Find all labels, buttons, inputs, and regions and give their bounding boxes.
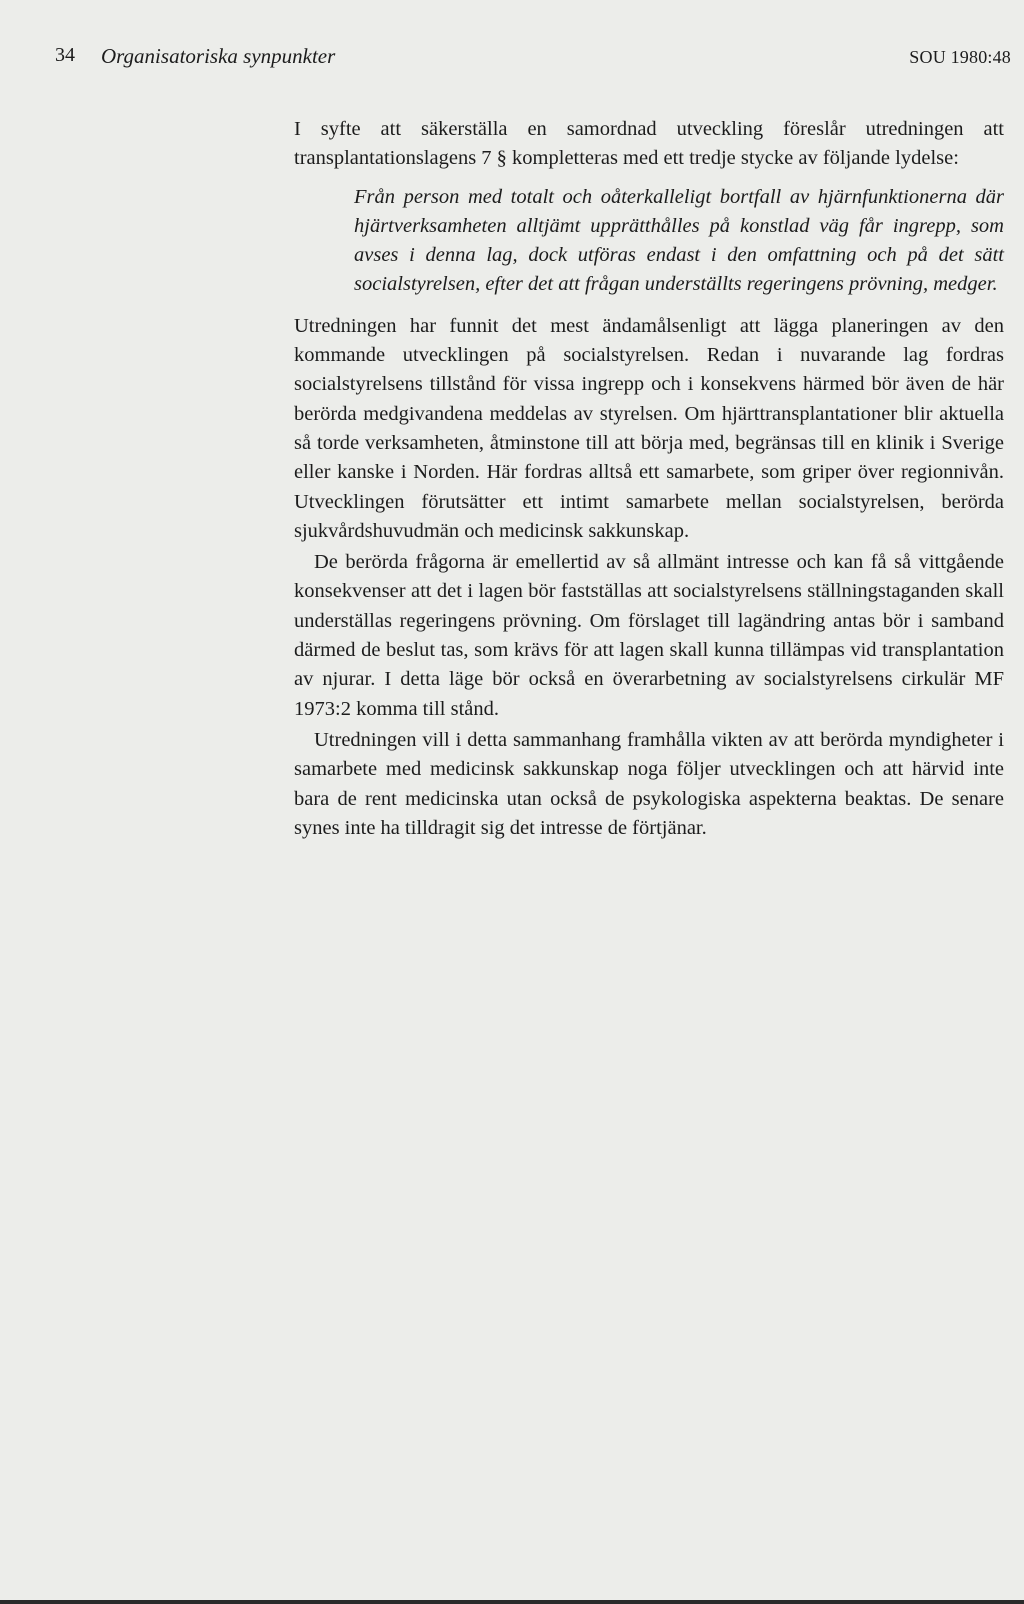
body-text [294,115,1004,843]
page-bottom-edge [0,1600,1024,1604]
intro-paragraph: I syfte att säkerställa en samordnad utveckling föreslår utredningen att transplantationslagens 7 § kompletteras med ett tredje stycke av följande lydelse: [294,118,1004,170]
paragraph-1: Utredningen har funnit det mest ändamålsenligt att lägga planeringen av den kommande utvecklingen på socialstyrelsen. Redan i nuvarande lag fordras socialstyrelsens tillstånd för vissa ingrepp och i konsekvens härmed bör även de här berörda medgivandena meddelas av styrelsen. Om hjärttransplantationer blir aktuella så torde verksamheten, åtminstone till att börja med, begränsas till en klinik i Sverige eller kanske i Norden. Här fordras alltså ett samarbete, som griper över regionnivån. Utvecklingen förutsätter ett intimt samarbete mellan socialstyrelsen, berörda sjukvårdshuvudmän och medicinsk sakkunskap. [294,314,1004,542]
report-id: SOU 1980:48 [909,47,1011,67]
running-title: Organisatoriska synpunkter [101,44,336,68]
paragraph-2: De berörda frågorna är emellertid av så allmänt intresse och kan få så vittgående konsekvenser att det i lagen bör fastställas att socialstyrelsens ställningstaganden skall underställas regeringens prövning. Om förslaget till lagändring antas bör i samband därmed de beslut tas, som krävs för att lagen skall kunna tillämpas vid transplantation av njurar. I detta läge bör också en överarbetning av socialstyrelsens cirkulär MF 1973:2 komma till stånd. [294,551,1004,720]
paragraph-3: Utredningen vill i detta sammanhang framhålla vikten av att berörda myndigheter i samarbete med medicinsk sakkunskap noga följer utvecklingen och att härvid inte bara de rent medicinska utan också de psykologiska aspekterna beaktas. De senare synes inte ha tilldragit sig det intresse de förtjänar. [294,728,1004,839]
page-number: 34 [55,44,75,66]
law-quote: Från person med totalt och oåterkalleligt bortfall av hjärnfunktionerna där hjärtverksamheten alltjämt upprätthålles på konstlad väg får ingrepp, som avses i denna lag, dock utföras endast i den omfattning och på det sätt socialstyrelsen, efter det att frågan underställts regeringens prövning, medger. [354,185,1004,296]
